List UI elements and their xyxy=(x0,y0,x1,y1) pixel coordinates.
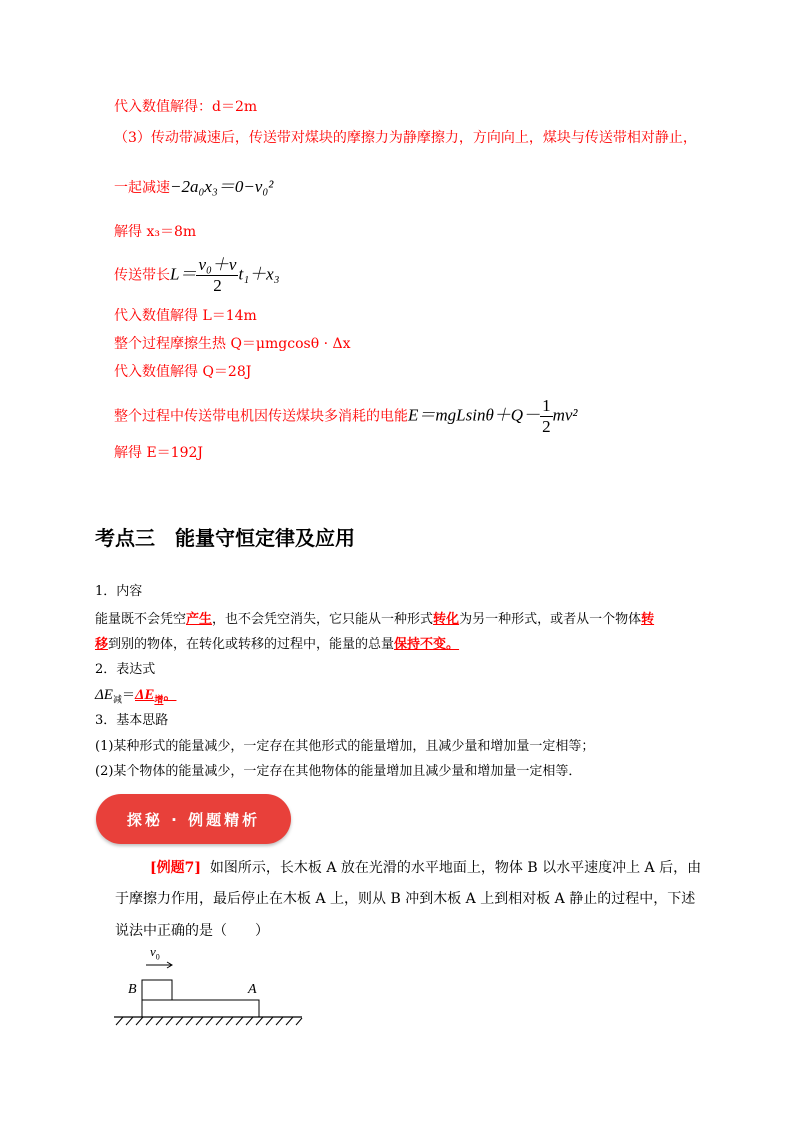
keyword-transform: 转化 xyxy=(433,612,460,627)
solution-line-4: 解得 x₃＝8m xyxy=(114,224,197,240)
fraction-denominator: 2 xyxy=(213,276,222,295)
item3-point1: (1)某种形式的能量减少，一定存在其他形式的能量增加，且减少量和增加量一定相等； xyxy=(95,739,595,754)
label-a: A xyxy=(248,982,257,997)
formula-energy-rest: mv² xyxy=(552,405,578,425)
ground-hatching xyxy=(116,1017,302,1025)
block-b xyxy=(142,980,172,1000)
formula-belt-length-lhs: L＝ xyxy=(170,264,197,284)
solution-line-1: 代入数值解得：d＝2m xyxy=(114,99,258,115)
solution-line-5-text: 传送带长 xyxy=(114,267,170,284)
formula-energy-fraction xyxy=(540,396,553,437)
solution-line-9-text: 整个过程中传送带电机因传送煤块多消耗的电能 xyxy=(114,408,408,425)
example-line-3: 说法中正确的是（ ） xyxy=(115,923,269,939)
subscript-increase: 增 xyxy=(154,695,164,706)
fraction-numerator: 1 xyxy=(542,396,551,415)
delta-e-increase: ΔE xyxy=(135,687,155,703)
velocity-symbol: v xyxy=(150,944,156,959)
formula-deceleration: −2a₀x₃＝0−v₀² xyxy=(170,177,274,196)
solution-line-8: 代入数值解得 Q＝28J xyxy=(114,364,252,380)
equals-sign: ＝ xyxy=(121,688,135,703)
figure-drawing xyxy=(112,944,312,1034)
solution-line-10: 解得 E＝192J xyxy=(114,445,204,461)
solution-line-3 xyxy=(114,177,273,198)
formula-belt-length-fraction xyxy=(196,255,238,296)
text-segment: ，也不会凭空消失，它只能从一种形式 xyxy=(212,612,434,627)
text-segment: 为另一种形式，或者从一个物体 xyxy=(459,612,642,627)
keyword-produce: 产生 xyxy=(186,612,213,627)
text-segment: 能量既不会凭空 xyxy=(95,612,187,627)
formula-energy-lhs: E＝mgLsinθ＋Q－ xyxy=(408,405,541,425)
item3-point2: (2)某个物体的能量减少，一定存在其他物体的能量增加且减少量和增加量一定相等． xyxy=(95,764,582,779)
board-a xyxy=(142,1000,259,1017)
solution-line-6: 代入数值解得 L＝14m xyxy=(114,308,257,324)
item1-paragraph-line2 xyxy=(95,635,459,655)
label-b: B xyxy=(128,982,137,997)
example-banner: 探秘 · 例题精析 xyxy=(96,794,291,844)
text-segment: 到别的物体，在转化或转移的过程中，能量的总量 xyxy=(108,637,395,652)
board-block-figure xyxy=(112,944,312,1034)
keyword-transfer-part2: 移 xyxy=(95,637,109,652)
item2-heading: 2．表达式 xyxy=(95,662,156,677)
velocity-subscript: 0 xyxy=(155,952,160,962)
keyword-transfer-part1: 转 xyxy=(641,612,655,627)
example-line-1 xyxy=(150,857,701,879)
solution-line-7: 整个过程摩擦生热 Q＝μmgcosθ · Δx xyxy=(114,336,351,352)
delta-e-decrease: ΔE xyxy=(95,687,113,703)
item1-paragraph-line1 xyxy=(95,610,654,630)
item3-heading: 3．基本思路 xyxy=(95,713,169,728)
item2-expression xyxy=(95,685,176,711)
fraction-numerator: v₀＋v xyxy=(198,255,237,274)
velocity-label xyxy=(150,944,160,962)
example-tag: [例题7] xyxy=(150,860,201,876)
solution-line-3-text: 一起减速 xyxy=(114,180,170,196)
subscript-decrease: 减 xyxy=(112,695,122,706)
keyword-conserved: 保持不变。 xyxy=(394,637,460,652)
solution-line-5 xyxy=(114,255,280,296)
fraction-denominator: 2 xyxy=(542,417,551,436)
example-line-2: 于摩擦力作用，最后停止在木板 A 上，则从 B 冲到木板 A 上到相对板 A 静止的过程中，下述 xyxy=(115,891,696,907)
solution-line-2: （3）传动带减速后，传送带对煤块的摩擦力为静摩擦力，方向向上，煤块与传送带相对静止， xyxy=(114,130,697,146)
formula-belt-length-rest: t₁＋x₃ xyxy=(238,264,280,284)
solution-line-9 xyxy=(114,396,578,437)
expression-end: 。 xyxy=(163,688,177,703)
velocity-arrow-icon xyxy=(146,962,172,968)
item1-heading: 1．内容 xyxy=(95,584,143,599)
example-text: 如图所示，长木板 A 放在光滑的水平地面上，物体 B 以水平速度冲上 A 后，由 xyxy=(209,860,702,876)
section-title: 考点三 能量守恒定律及应用 xyxy=(95,526,355,550)
